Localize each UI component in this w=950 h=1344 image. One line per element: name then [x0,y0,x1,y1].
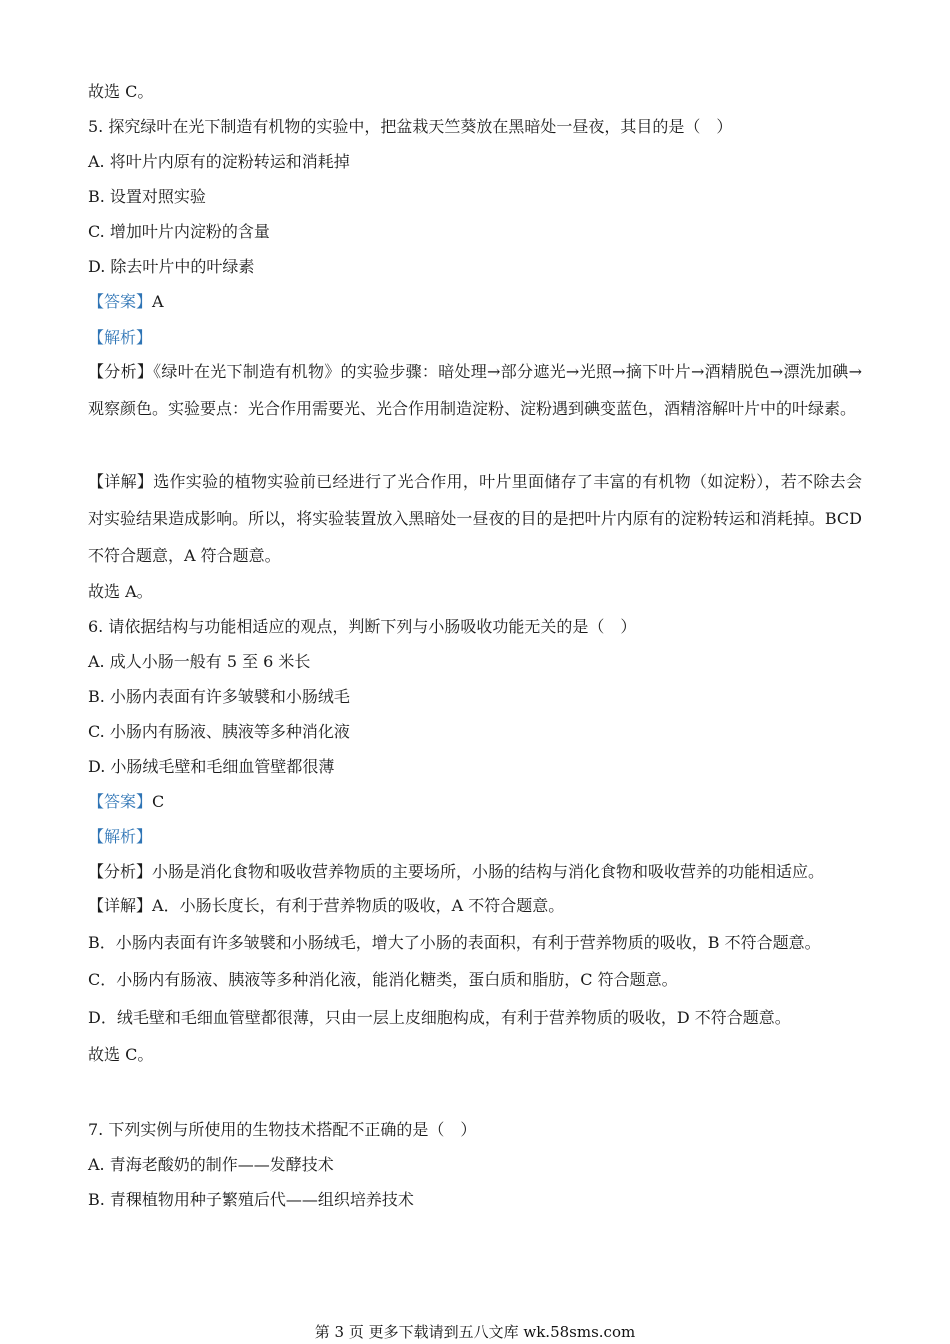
analysis-label: 【分析】 [88,362,154,381]
q5-option-d: D. 除去叶片中的叶绿素 [88,257,255,276]
q5-stem: 5. 探究绿叶在光下制造有机物的实验中，把盆栽天竺葵放在黑暗处一昼夜，其目的是（ ） [88,117,733,136]
q5-option-a: A. 将叶片内原有的淀粉转运和消耗掉 [88,152,350,171]
q6-detail-b: B．小肠内表面有许多皱襞和小肠绒毛，增大了小肠的表面积，有利于营养物质的吸收，B 不符合题意。 [88,933,821,952]
q5-detail [88,463,862,574]
analysis-label: 【分析】 [88,862,153,881]
q5-conclusion: 故选 A。 [88,582,153,601]
q6-detail-a [88,895,564,917]
q6-option-a: A. 成人小肠一般有 5 至 6 米长 [88,652,311,671]
q6-answer [88,791,164,813]
answer-tag: 【答案】 [88,792,153,811]
detail-label: 【详解】 [88,896,153,915]
q5-analysis [88,353,862,427]
detail-text: A．小肠长度长，有利于营养物质的吸收，A 不符合题意。 [152,896,565,915]
previous-conclusion: 故选 C。 [88,82,154,101]
q6-analysis-tag: 【解析】 [88,827,153,846]
q6-stem: 6. 请依据结构与功能相适应的观点，判断下列与小肠吸收功能无关的是（ ） [88,617,637,636]
answer-value: A [152,292,164,311]
q6-analysis [88,861,824,883]
q7-stem: 7. 下列实例与所使用的生物技术搭配不正确的是（ ） [88,1120,477,1139]
q6-option-c: C. 小肠内有肠液、胰液等多种消化液 [88,722,350,741]
q6-option-d: D. 小肠绒毛壁和毛细血管壁都很薄 [88,757,335,776]
detail-text: 选作实验的植物实验前已经进行了光合作用，叶片里面储存了丰富的有机物（如淀粉），若不除去会对实验结果造成影响。所以，将实验装置放入黑暗处一昼夜的目的是把叶片内原有的淀粉转运和消耗掉。BCD 不符合题意，A 符合题意。 [88,472,862,565]
analysis-text: 小肠是消化食物和吸收营养物质的主要场所，小肠的结构与消化食物和吸收营养的功能相适应。 [152,862,825,881]
q6-option-b: B. 小肠内表面有许多皱襞和小肠绒毛 [88,687,350,706]
q7-option-a: A. 青海老酸奶的制作——发酵技术 [88,1155,334,1174]
page-footer: 第 3 页 更多下载请到五八文库 wk.58sms.com [314,1323,636,1341]
q5-option-b: B. 设置对照实验 [88,187,206,206]
q6-detail-d: D．绒毛壁和毛细血管壁都很薄，只由一层上皮细胞构成，有利于营养物质的吸收，D 不符合题意。 [88,1008,791,1027]
analysis-text: 《绿叶在光下制造有机物》的实验步骤：暗处理→部分遮光→光照→摘下叶片→酒精脱色→漂洗加碘→观察颜色。实验要点：光合作用需要光、光合作用制造淀粉、淀粉遇到碘变蓝色，酒精溶解叶片中的叶绿素。 [88,362,862,418]
q5-analysis-tag: 【解析】 [88,328,153,347]
answer-tag: 【答案】 [88,292,153,311]
answer-value: C [152,792,165,811]
q6-detail-c: C．小肠内有肠液、胰液等多种消化液，能消化糖类，蛋白质和脂肪，C 符合题意。 [88,970,678,989]
q6-conclusion: 故选 C。 [88,1045,154,1064]
q5-option-c: C. 增加叶片内淀粉的含量 [88,222,270,241]
q7-option-b: B. 青稞植物用种子繁殖后代——组织培养技术 [88,1190,414,1209]
q5-answer [88,291,164,313]
detail-label: 【详解】 [88,472,154,491]
